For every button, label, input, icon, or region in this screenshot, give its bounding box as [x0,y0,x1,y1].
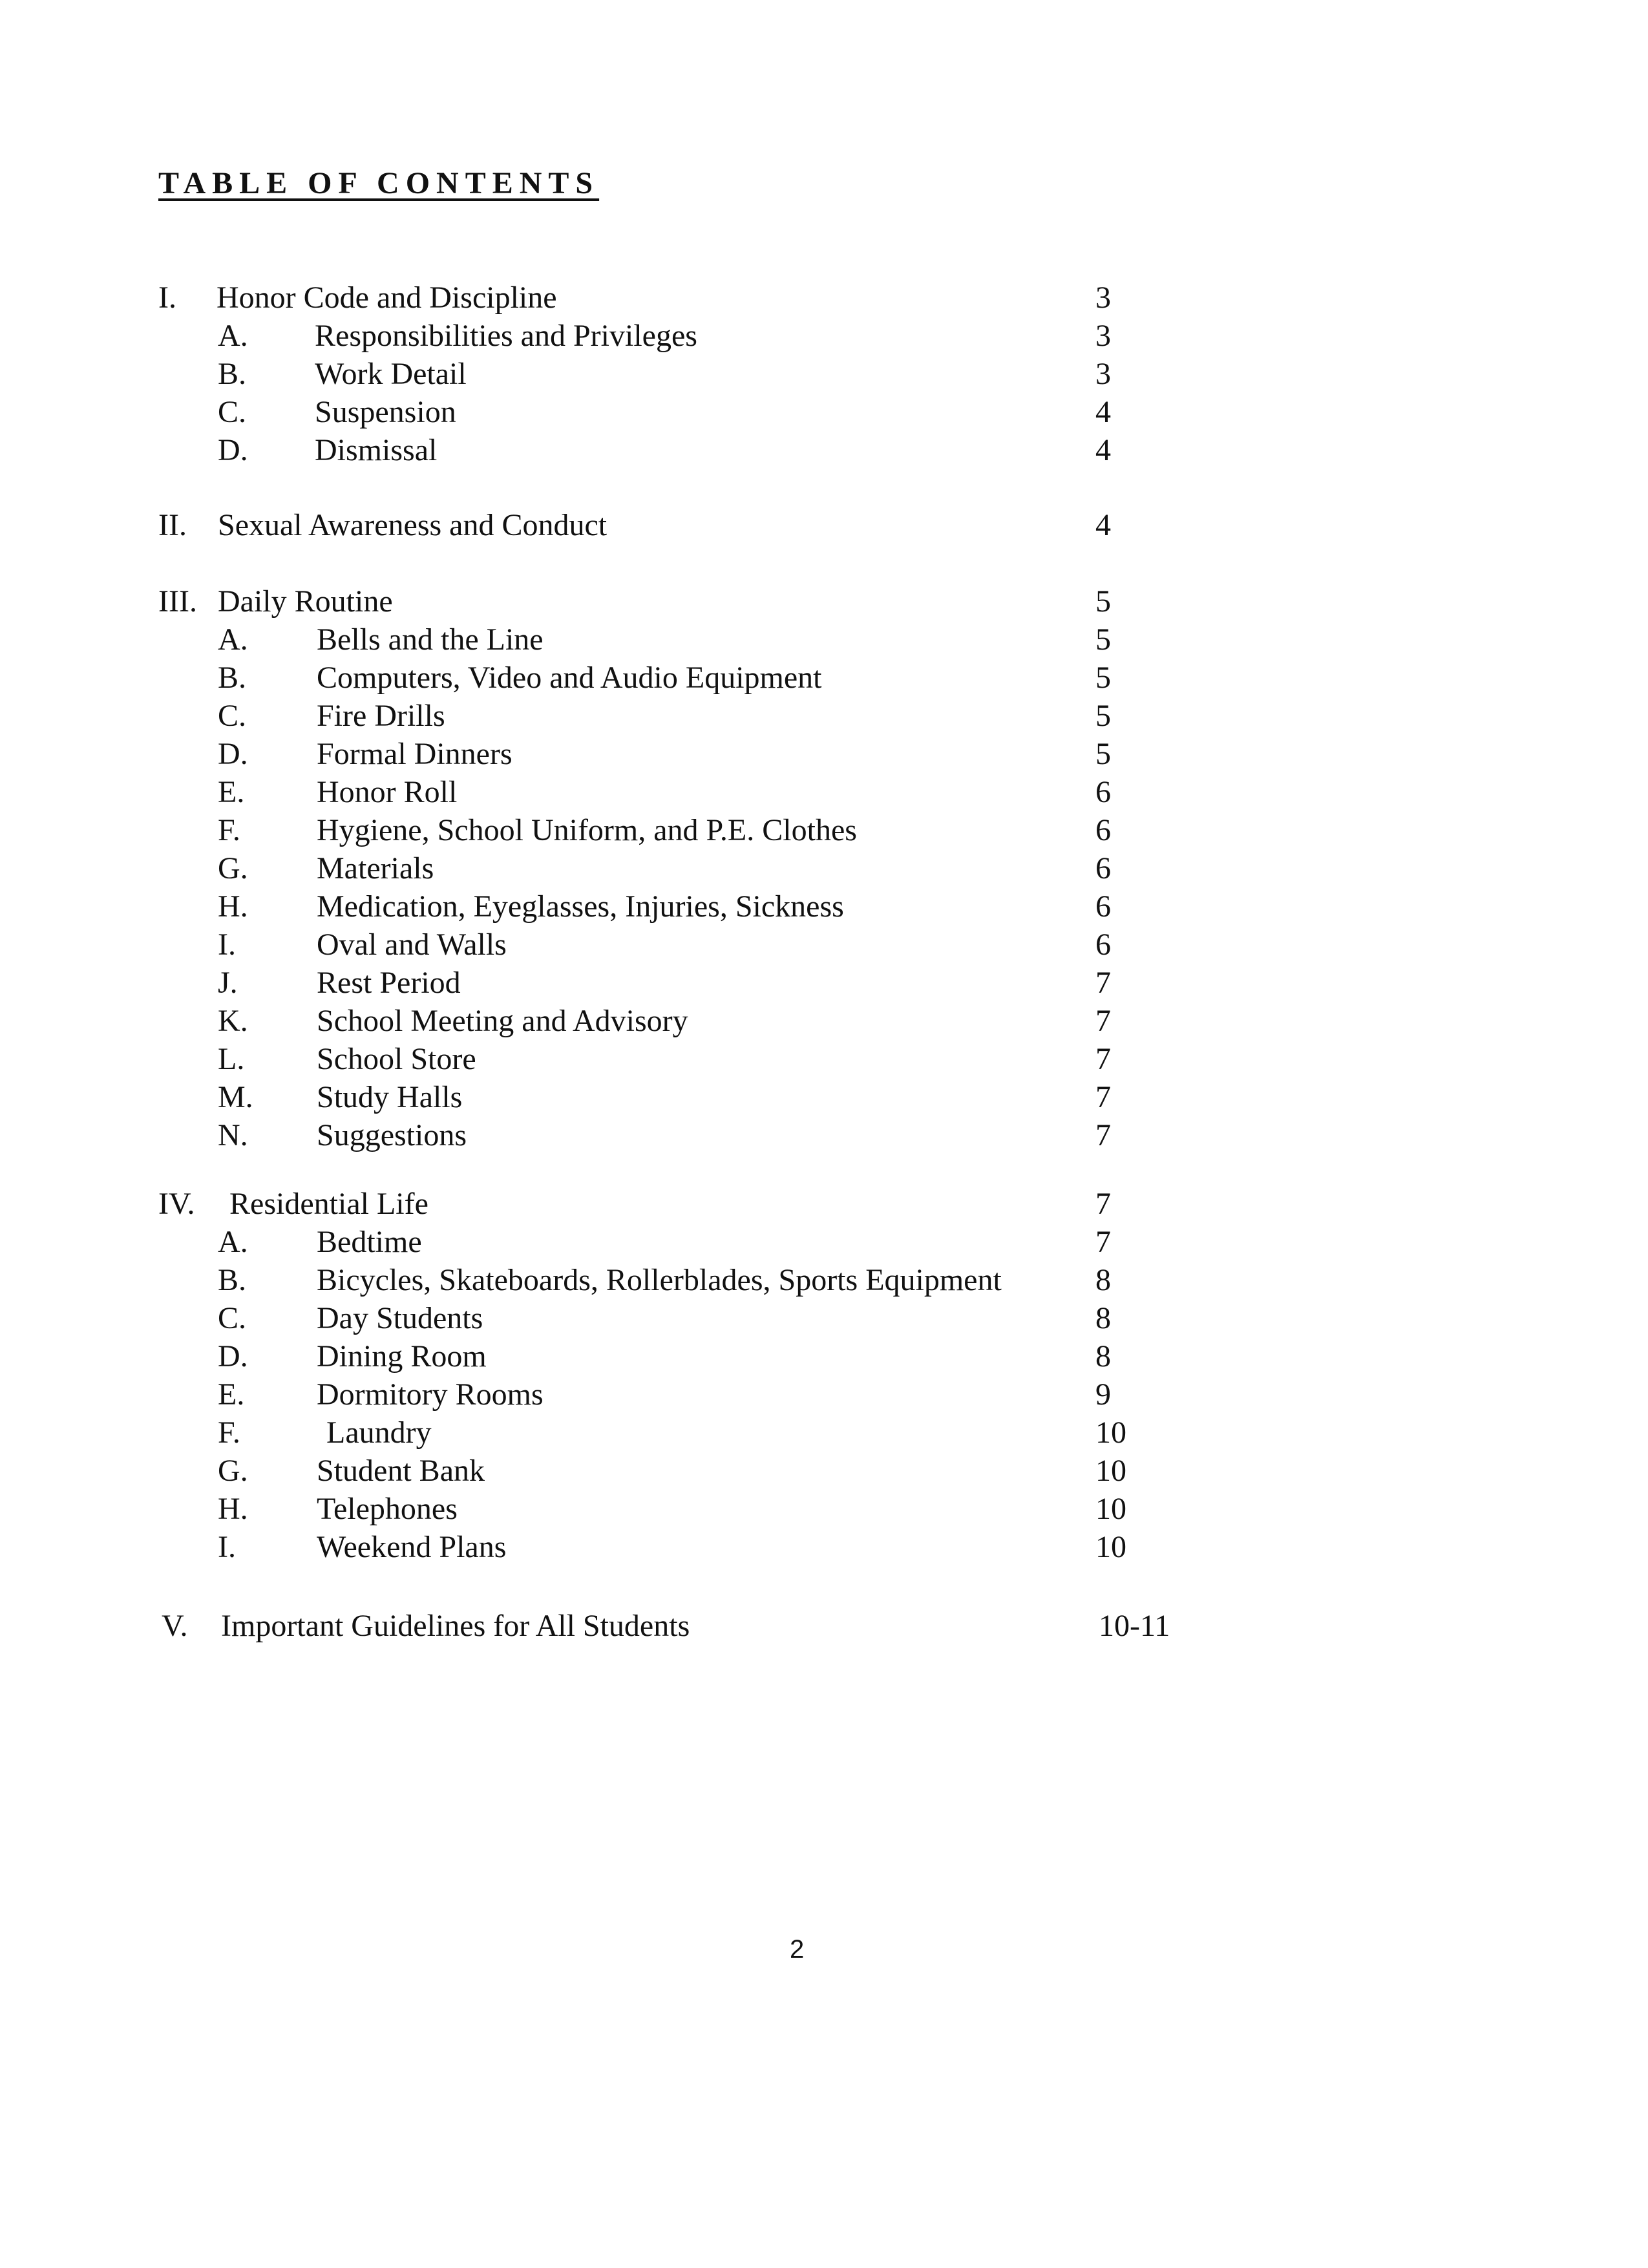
item-letter: J. [218,966,238,1000]
item-label: Laundry [326,1415,432,1450]
item-label: Telephones [317,1492,458,1526]
item-label: Hygiene, School Uniform, and P.E. Clothes [317,813,857,847]
item-letter: B. [218,357,247,391]
toc-section-row [0,583,1648,620]
item-page: 8 [1095,1339,1111,1373]
item-page: 8 [1095,1301,1111,1335]
item-page: 4 [1095,395,1111,429]
item-page: 5 [1095,699,1111,733]
item-letter: F. [218,1415,240,1450]
toc-item-row [0,1079,1648,1116]
section-page: 4 [1095,508,1111,542]
section-numeral: III. [158,584,197,619]
item-page: 5 [1095,622,1111,657]
item-letter: A. [218,319,248,353]
item-label: Bedtime [317,1225,422,1259]
item-label: Weekend Plans [317,1530,507,1564]
section-page: 7 [1095,1187,1111,1221]
item-page: 6 [1095,927,1111,962]
item-page: 8 [1095,1263,1111,1297]
item-page: 4 [1095,433,1111,467]
item-label: Formal Dinners [317,737,512,771]
item-label: School Store [317,1042,476,1076]
toc-item-row [0,888,1648,926]
item-letter: M. [218,1080,253,1114]
item-letter: N. [218,1118,248,1152]
toc-section-row [0,507,1648,544]
item-letter: D. [218,1339,248,1373]
toc-item-row [0,1414,1648,1452]
item-label: Medication, Eyeglasses, Injuries, Sickness [317,889,844,924]
item-page: 6 [1095,851,1111,885]
item-label: Dormitory Rooms [317,1377,544,1412]
section-page: 3 [1095,281,1111,315]
item-label: School Meeting and Advisory [317,1004,688,1038]
toc-item-row [0,1490,1648,1528]
section-label: Important Guidelines for All Students [221,1609,690,1643]
toc-item-row [0,964,1648,1002]
section-numeral: I. [158,281,176,315]
section-label: Honor Code and Discipline [217,281,557,315]
item-label: Dining Room [317,1339,487,1373]
item-label: Dismissal [315,433,438,467]
item-letter: C. [218,1301,247,1335]
toc-item-row [0,774,1648,811]
toc-item-row [0,1338,1648,1375]
item-label: Suspension [315,395,456,429]
item-letter: H. [218,889,248,924]
item-page: 9 [1095,1377,1111,1412]
item-letter: C. [218,395,247,429]
item-letter: I. [218,927,236,962]
item-page: 10 [1095,1415,1126,1450]
section-numeral: II. [158,508,187,542]
item-page: 5 [1095,661,1111,695]
item-label: Day Students [317,1301,483,1335]
item-letter: F. [218,813,240,847]
item-letter: G. [218,851,248,885]
item-page: 6 [1095,889,1111,924]
item-letter: B. [218,1263,247,1297]
item-page: 7 [1095,1118,1111,1152]
toc-item-row [0,432,1648,469]
toc-item-row [0,621,1648,659]
item-page: 7 [1095,966,1111,1000]
toc-item-row [0,317,1648,355]
item-page: 7 [1095,1004,1111,1038]
toc-section-row [0,1607,1648,1645]
toc-item-row [0,850,1648,887]
item-label: Suggestions [317,1118,467,1152]
item-label: Oval and Walls [317,927,507,962]
section-page: 10-11 [1099,1609,1170,1643]
item-letter: D. [218,433,248,467]
toc-item-row [0,1300,1648,1337]
item-letter: H. [218,1492,248,1526]
toc-item-row [0,1452,1648,1490]
item-page: 10 [1095,1530,1126,1564]
item-label: Work Detail [315,357,467,391]
section-label: Residential Life [229,1187,428,1221]
item-label: Study Halls [317,1080,463,1114]
toc-item-row [0,1376,1648,1414]
item-label: Computers, Video and Audio Equipment [317,661,822,695]
toc-item-row [0,1224,1648,1261]
toc-section-row [0,279,1648,317]
toc-item-row [0,926,1648,964]
toc-item-row [0,394,1648,431]
item-page: 3 [1095,319,1111,353]
item-letter: L. [218,1042,245,1076]
item-page: 6 [1095,813,1111,847]
item-page: 6 [1095,775,1111,809]
toc-section-row [0,1185,1648,1223]
item-label: Responsibilities and Privileges [315,319,697,353]
item-letter: E. [218,1377,245,1412]
section-label: Sexual Awareness and Conduct [218,508,607,542]
toc-item-row [0,736,1648,773]
toc-item-row [0,1117,1648,1154]
item-letter: A. [218,1225,248,1259]
item-letter: D. [218,737,248,771]
item-label: Fire Drills [317,699,445,733]
item-page: 10 [1095,1454,1126,1488]
item-label: Honor Roll [317,775,458,809]
section-numeral: V. [162,1609,188,1643]
item-page: 5 [1095,737,1111,771]
toc-item-row [0,812,1648,849]
item-page: 3 [1095,357,1111,391]
item-letter: I. [218,1530,236,1564]
page-number: 2 [790,1935,805,1964]
toc-item-row [0,1041,1648,1078]
item-label: Student Bank [317,1454,485,1488]
item-letter: B. [218,661,247,695]
item-letter: K. [218,1004,248,1038]
section-page: 5 [1095,584,1111,619]
item-label: Bicycles, Skateboards, Rollerblades, Sports Equipment [317,1263,1002,1297]
item-label: Materials [317,851,434,885]
item-label: Rest Period [317,966,461,1000]
item-letter: G. [218,1454,248,1488]
toc-item-row [0,1262,1648,1299]
section-label: Daily Routine [218,584,393,619]
item-label: Bells and the Line [317,622,544,657]
toc-item-row [0,697,1648,735]
item-letter: C. [218,699,247,733]
item-page: 10 [1095,1492,1126,1526]
toc-item-row [0,659,1648,697]
item-letter: E. [218,775,245,809]
item-letter: A. [218,622,248,657]
item-page: 7 [1095,1042,1111,1076]
section-numeral: IV. [158,1187,195,1221]
toc-item-row [0,1002,1648,1040]
toc-item-row [0,355,1648,393]
item-page: 7 [1095,1080,1111,1114]
item-page: 7 [1095,1225,1111,1259]
toc-item-row [0,1529,1648,1566]
page-title: TABLE OF CONTENTS [158,166,600,200]
